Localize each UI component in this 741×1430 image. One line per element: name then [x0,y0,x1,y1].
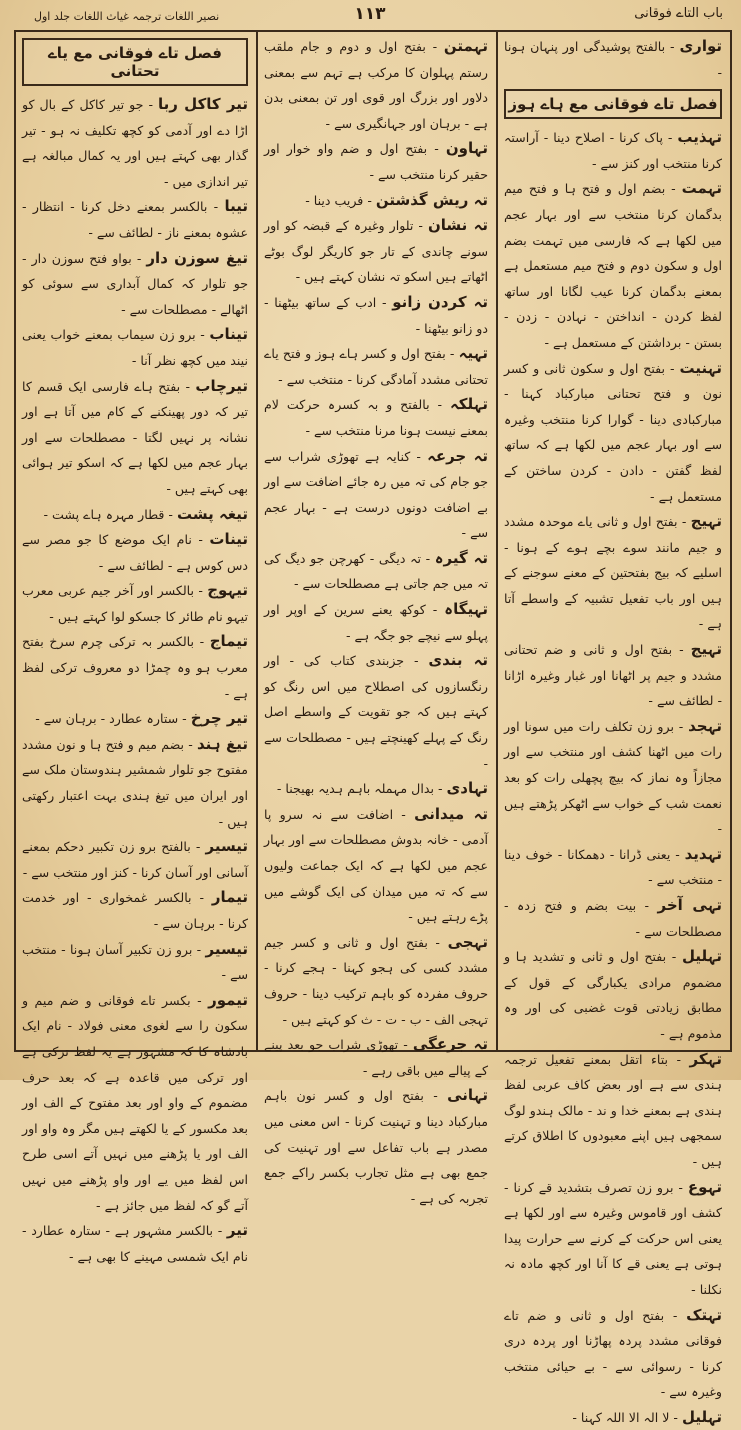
dictionary-entry [22,834,248,885]
entry-definition: - کنایہ ہے تھوڑی شراب سے جو جام کی تہ میں رہ جائے اضافت سے اور بے اضافت دونوں درست ہے - بہار عجم سے - [264,448,488,541]
entry-definition: - بفتح اول و کسر ہاے ہوز و فتح یاے تحتانی مشدد آمادگی کرنا - منتخب سے - [264,346,488,387]
entry-headword: تواری [679,37,722,55]
entry-definition: - ادب کے ساتھ بیٹھنا - دو زانو بیٹھنا - [264,294,488,336]
entry-headword: تیرچاب [195,376,248,395]
entry-headword: تیمور [208,990,248,1009]
dictionary-entry [504,34,722,85]
dictionary-entry [504,1405,722,1430]
entry-definition: - برو زن تکبیر آسان ہونا - منتخب سے - [22,941,248,983]
dictionary-entry [264,188,488,214]
entry-headword: تہادی [446,779,488,798]
entry-headword: تہاون [445,139,488,158]
entry-definition: - جزبندی کتاب کی - اور رنگسازوں کی اصطلاح میں اس رنگ کو کہتے ہیں کہ جو تقویت کے واسطے اصل رنگ کے پہلے کھینچتے ہیں - مصطلحات سے - [264,653,488,771]
dictionary-entry [264,213,488,290]
entry-definition: - بالکسر مشہور ہے - ستارہ عطارد - نام ایک شمسی مہینے کا بھی ہے - [22,1223,248,1264]
dictionary-entry [264,802,488,930]
entry-definition: - اضافت سے نہ سرو پا آدمی - خانہ بدوش مصطلحات سے اور بہار عجم میں لکھا ہے کہ ایک جماعت ولیوں سے کہ تہ میں میدان کی ایک گوشے میں پڑے رہتے ہیں - [264,806,488,925]
dictionary-entry [22,629,248,706]
dictionary-entry [504,1047,722,1175]
dictionary-entry [22,246,248,323]
entry-headword: تہجد [688,716,722,735]
entry-headword: تینات [209,530,248,549]
entry-definition: - بفتح اول و ثانی و ضم تاے فوقانی مشدد پردہ پھاڑنا اور پردہ دری کرنا - رسوائی سے - بے حیائی منتخب وغیرہ سے - [504,1307,722,1400]
entry-definition: - بفتح ہاے فارسی ایک قسم کا تیر کہ دور پھینکنے کے کام میں آتا ہے اور نشانہ پر نہیں لگتا - مصطلحات سے اور بہار عجم میں لکھا ہے کہ اسکو تیر ہوائی بھی کہتے ہیں - [22,378,248,496]
dictionary-entry [264,1032,488,1083]
section-heading-ya: فصل تاے فوقانی مع یاے تحتانی [22,38,248,86]
entry-definition: - بالکسر غمخواری - اور خدمت کرنا - برہان سے - [22,890,248,931]
dictionary-entry [504,1175,722,1303]
dictionary-entry [22,374,248,502]
entry-definition: - بفتح اول و ثانی و ضم تحتانی مشدد و جیم پر اٹھانا اور غبار وغیرہ اڑانا - لطائف سے - [504,642,722,709]
entry-definition: - بالکسر بمعنے دخل کرنا - انتظار - عشوہ بمعنے ناز - لطائف سے - [22,199,248,240]
entry-headword: تیر [226,1221,248,1240]
dictionary-entry [264,1083,488,1211]
entry-definition: - بالکسر اور آخر جیم عربی معرب تیہو نام طائر کا جسکو لوا کہتے ہیں - [22,583,248,624]
dictionary-entry [264,290,488,341]
entry-headword: تیر کاکل ربا [158,95,248,113]
dictionary-entry [22,92,248,194]
entry-headword: تیناب [209,325,248,344]
entry-headword: تہجی [447,932,488,951]
dictionary-entry [504,509,722,637]
entry-headword: تہوع [687,1177,722,1196]
entry-definition: - بفتح اول و ثانی یاے موحدہ مشدد و جیم مانند سوے بچے ہوے کے ہونا - اسلیے کہ بیج بفتحتین کے معنے سوجنے کے ہیں اور باب تفعیل تشبیہ کے واسطے آتا ہے - [504,514,722,632]
dictionary-entry [504,714,722,842]
entry-headword: تہ جرعگی [412,1035,488,1054]
entry-definition: - جو تیر کاکل کے بال کو اڑا دے اور آدمی کو کچھ تکلیف نہ ہو - تیر گذار بھی کہتے ہیں اور یہ کمال مبالغہ ہے تیر اندازی میں - [22,97,248,189]
entry-definition: - بکسر تاے فوقانی و ضم میم و سکون را سے لغوی معنی فولاد - نام ایک بادشاہ کا کہ مشہور ہے یہ لفظ ترکی ہے اور ترکی میں قاعدہ ہے کہ بعد حرف مضموم کے واو اور بعد مفتوح کے الف اور بعد مکسور کے یا لکھتے ہیں مگر وہ واو اور الف اور یا پڑھنے میں نہیں آتے اسی طرح اس لفظ میں یے اور واو پڑھنے میں نہیں آتے گو کہ لفظ میں جائز ہے - [22,992,248,1213]
entry-headword: تہیج [690,640,722,659]
dictionary-entry [264,444,488,546]
entry-headword: تہیہ [458,344,488,363]
entry-headword: تیبا [224,197,248,216]
entry-headword: تیغہ پشت [176,504,248,523]
dictionary-entry [22,322,248,373]
entry-definition: - قطار مہرہ ہاے پشت - [43,506,177,522]
dictionary-entry [264,546,488,597]
dictionary-entry [22,502,248,528]
entry-definition: - ستارہ عطارد - برہان سے - [35,711,191,727]
dictionary-entry [22,885,248,936]
entry-definition: - بواو فتح سوزن دار - جو تلوار کہ کمال آبداری سے سوئی کو اٹھالے - مصطلحات سے - [22,250,248,317]
entry-headword: تہ کردن زانو [392,292,488,311]
page-number: ۱۱۳ [354,4,386,24]
entry-definition: - بفتح اول و کسر نون باہم مبارکباد دینا و تہنیت کرنا - اس معنی میں مصدر ہے باب تفاعل سے اور تہنیت کی جمع بھی ہے مثل تجارب بکسر راکے جمع تجربہ کی ہے - [264,1088,488,1206]
dictionary-entry [22,1218,248,1269]
entry-headword: تہمت [681,179,722,198]
entry-headword: تہیگاہ [444,600,488,619]
entry-headword: تہلیل [681,947,722,966]
entry-headword: تیسیر [205,939,248,958]
entry-definition: - بالفتح و بہ کسرہ حرکت لام بمعنے نیست ہونا مرنا منتخب سے - [264,397,488,438]
dictionary-entry [504,1303,722,1405]
entry-headword: تہمتن [443,37,488,55]
dictionary-entry [264,648,488,776]
dictionary-entry [22,578,248,629]
dictionary-entry [264,597,488,648]
entry-headword: تہانی [447,1086,488,1105]
column-left [16,32,256,1264]
entry-headword: تہ گیرہ [434,548,488,567]
entry-definition: - برو زن تکلف رات میں سونا اور رات میں اٹھنا کشف اور منتخب سے اور مجازاً وہ نماز کہ بیچ پچھلی رات کو بعد نعمت شب کے خواب سے اٹھکر پڑھتے ہیں - [504,718,722,837]
dictionary-entry [504,842,722,893]
entry-headword: تہنیت [679,358,722,377]
entry-definition: - نام ایک موضع کا جو مصر سے دس کوس ہے - لطائف سے - [22,532,248,573]
running-header-book: نصیر اللغات ترجمہ غیاث اللغات جلد اول [34,10,220,23]
entry-headword: تہی آخر [657,896,722,914]
entry-definition: - بفتح اول و ثانی و کسر جیم مشدد کسی کی ہجو کہنا - ہجے کرنا - حروف مفردہ کو باہم ترکیب دینا - حروف تہجی الف - ب - ت - ث کو کہتے ہیں - [264,934,488,1027]
entry-headword: تہ ریش گذشتن [375,190,488,209]
entry-definition: - فریب دینا - [305,192,376,208]
entry-headword: تیمار [211,888,248,907]
entry-definition: - بالفتح پوشیدگی اور پنہان ہونا - [504,39,722,80]
entry-definition: - بفتح اول و دوم و جام ملقب رستم پہلوان کا مرکب ہے تہم سے بمعنی دلاور اور بزرگ اور قوی اور تن بمعنی بدن ہے - برہان اور جہانگیری سے - [264,39,488,131]
dictionary-entry [22,732,248,834]
entry-headword: تہلکہ [449,395,488,414]
dictionary-entry [504,893,722,944]
entry-headword: تیغ سوزن دار [146,248,248,267]
dictionary-entry [264,776,488,802]
entry-definition: - بالکسر بہ ترکی چرم سرخ بفتح معرب ہو وہ چمڑا دو معروف ترکی لفظ ہے - [22,634,248,701]
entry-headword: تہتک [686,1305,722,1324]
entry-headword: تیسیر [205,837,248,856]
entry-definition: - بتاء اتقل بمعنے تفعیل ترجمہ ہندی سے ہے اور بعض کاف عربی لفظ ہندی ہے بمعنے خدا و ند - مالک ہندو لوگ سمجھی ہیں اپنے معبودوں کا اطلاق کرتے ہیں - [504,1051,722,1169]
entry-definition: - بدال مہملہ باہم ہدیہ بھیجنا - [276,781,447,797]
dictionary-entry [264,930,488,1032]
entry-definition: - تلوار وغیرہ کے قبضہ کو اور سونے چاندی کے تار جو کاریگر لوگ بوٹے اٹھاتے ہیں اسکو تہ نشان کہتے ہیں - [264,218,488,285]
dictionary-entry [264,392,488,443]
dictionary-entry [22,194,248,245]
entry-headword: تیماج [209,632,248,651]
entry-headword: تہذیب [677,128,722,147]
entry-definition: - بالفتح برو زن تکبیر دحکم بمعنے آسانی اور آسان کرنا - کنز اور منتخب سے - [22,839,248,880]
section-heading-ha: فصل تاے فوقانی مع ہاے ہوز [504,89,722,119]
entry-definition: - تہ دیگی - کھرچن جو دیگ کی تہ میں جم جاتی ہے مصطلحات سے - [264,550,488,592]
entry-definition: - کوکھ یعنے سرین کے اوپر اور پہلو سے نیچے جو جگہ ہے - [264,602,488,643]
dictionary-entry [504,356,722,510]
column-middle [258,32,496,1206]
dictionary-entry [504,944,722,1046]
entry-definition: - بفتح اول و ثانی و تشدید ہا و مضموم مرادی یکبارگی کے قول کے مطابق زیادتی قوت غضبی کی اور وہ مذموم ہے - [504,949,722,1041]
entry-headword: تہلیل [681,1407,722,1426]
dictionary-entry [264,136,488,187]
entry-headword: تہ نشان [427,216,488,235]
entry-headword: تہکر [689,1049,722,1068]
entry-definition: - بفتح اول و ضم واو خوار اور حقیر کرنا منتخب سے - [264,141,488,182]
entry-headword: تیہوج [207,581,248,600]
dictionary-entry [264,341,488,392]
entry-headword: تہ میدانی [414,804,488,823]
column-right [498,32,730,1426]
entry-definition: - برو زن سیماب بمعنے خواب یعنی نیند میں کچھ نظر آنا - [22,327,248,368]
dictionary-entry [504,125,722,176]
entry-definition: - بیت بضم و فتح زدہ - مصطلحات سے - [504,898,722,939]
dictionary-entry [22,937,248,988]
entry-definition: - لا الہ الا اللہ کہنا - [572,1409,682,1425]
dictionary-entry [22,988,248,1218]
entry-headword: تیغ ہند [196,734,248,753]
dictionary-entry [504,637,722,714]
dictionary-entry [22,527,248,578]
entry-definition: - یعنی ڈرانا - دھمکانا - خوف دینا - منتخب سے - [504,846,722,888]
dictionary-entry [504,176,722,355]
entry-headword: تہدید [684,844,722,863]
entry-definition: - پاک کرنا - اصلاح دینا - آراستہ کرنا منتخب اور کنز سے - [504,130,722,171]
dictionary-entry [22,706,248,732]
entry-headword: تہ جرعہ [427,446,488,465]
entry-definition: - تھوڑی شراب جو بعد پینے کے پیالے میں باقی رہے - [264,1037,488,1078]
entry-definition: - بضم اول و فتح ہا و فتح میم بدگمان کرنا منتخب سے اور بہار عجم میں لکھا ہے کہ فارسی میں تہمت بضم اول و سکون دوم و فتح میم مستعمل ہے بمعنے بدگمان کرنا عیب لگانا اور ساتھ لفظ کردن - انداختن - نہادن - زدن - بستن - برداشتن کے مستعمل ہے - [504,181,722,350]
entry-headword: تہیج [690,512,722,531]
entry-definition: - برو زن تصرف بتشدید قے کرنا - کشف اور قاموس وغیرہ سے اور لکھا ہے یعنی اس حرکت کے کرنے سے حرارت پیدا ہوتی ہے یعنی قے کا آنا اور کچھ مادہ نہ نکلنا - [504,1179,722,1297]
entry-definition: - بضم میم و فتح ہا و نون مشدد مفتوح جو تلوار شمشیر ہندوستان ملک سے اور ایران میں تیغ ہندی بہت اعتبار رکھتی ہیں - [22,736,248,829]
dictionary-entry [264,34,488,136]
running-header-title: باب التاے فوقانی [634,6,723,21]
entry-headword: تیر چرخ [190,709,248,728]
entry-headword: تہ بندی [428,651,489,670]
entry-definition: - بفتح اول و سکون ثانی و کسر نون و فتح تحتانی مبارکباد کہنا - مبارکبادی دینا - گوارا کرنا منتخب وغیرہ سے اور بہار عجم میں لکھا ہے کہ ساتھ لفظ گفتن - دادن - کردن ساختن کے مستعمل ہے - [504,360,722,504]
